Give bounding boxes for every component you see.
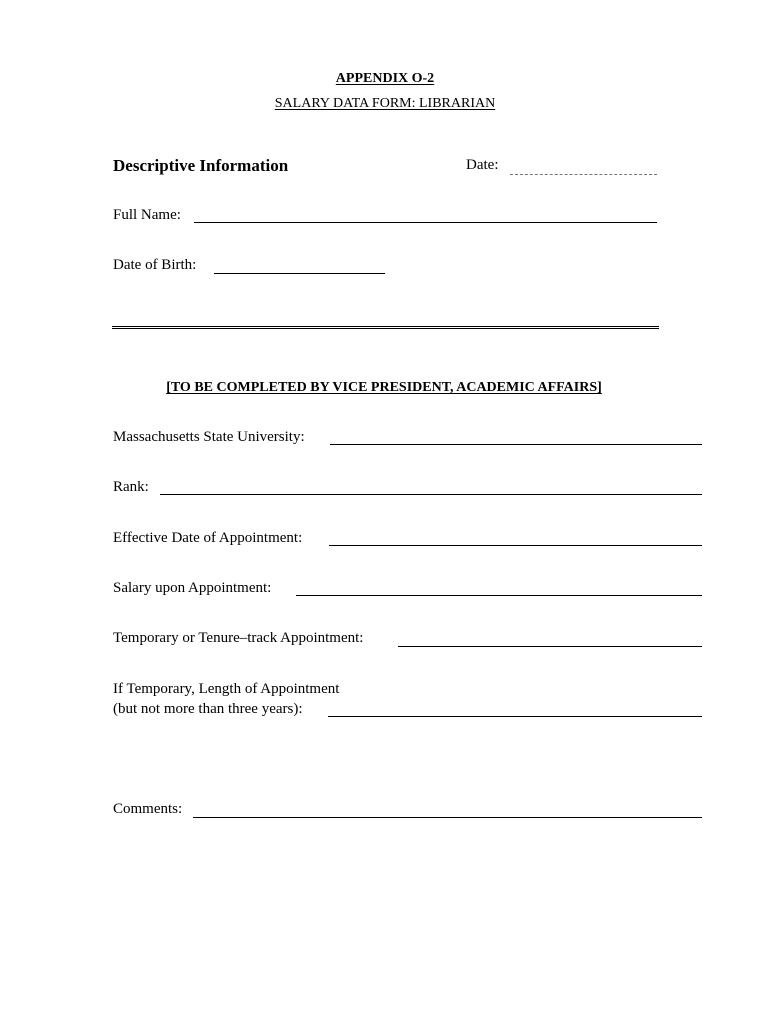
comments-field[interactable] xyxy=(193,817,702,818)
university-label: Massachusetts State University: xyxy=(113,429,305,445)
appointment-type-label: Temporary or Tenure–track Appointment: xyxy=(113,630,364,646)
dob-label: Date of Birth: xyxy=(113,257,197,273)
section-title-descriptive: Descriptive Information xyxy=(113,156,289,175)
length-field[interactable] xyxy=(328,716,702,717)
full-name-field[interactable] xyxy=(194,222,657,223)
salary-field[interactable] xyxy=(296,595,702,596)
length-label-line1: If Temporary, Length of Appointment xyxy=(113,681,340,697)
effective-date-label: Effective Date of Appointment: xyxy=(113,530,303,546)
university-field[interactable] xyxy=(330,444,702,445)
length-label-line2: (but not more than three years): xyxy=(113,701,303,717)
date-label: Date: xyxy=(466,157,499,173)
appendix-title: APPENDIX O-2 xyxy=(335,71,435,86)
full-name-label: Full Name: xyxy=(113,207,181,223)
appointment-type-field[interactable] xyxy=(398,646,702,647)
dob-field[interactable] xyxy=(214,273,385,274)
section-divider xyxy=(112,326,659,329)
vp-section-heading: [TO BE COMPLETED BY VICE PRESIDENT, ACADEMIC AFFAIRS] xyxy=(166,380,602,395)
rank-label: Rank: xyxy=(113,479,149,495)
date-field[interactable] xyxy=(510,174,657,175)
rank-field[interactable] xyxy=(160,494,702,495)
comments-label: Comments: xyxy=(113,801,183,817)
form-title: SALARY DATA FORM: LIBRARIAN xyxy=(274,96,496,111)
effective-date-field[interactable] xyxy=(329,545,702,546)
salary-label: Salary upon Appointment: xyxy=(113,580,272,596)
